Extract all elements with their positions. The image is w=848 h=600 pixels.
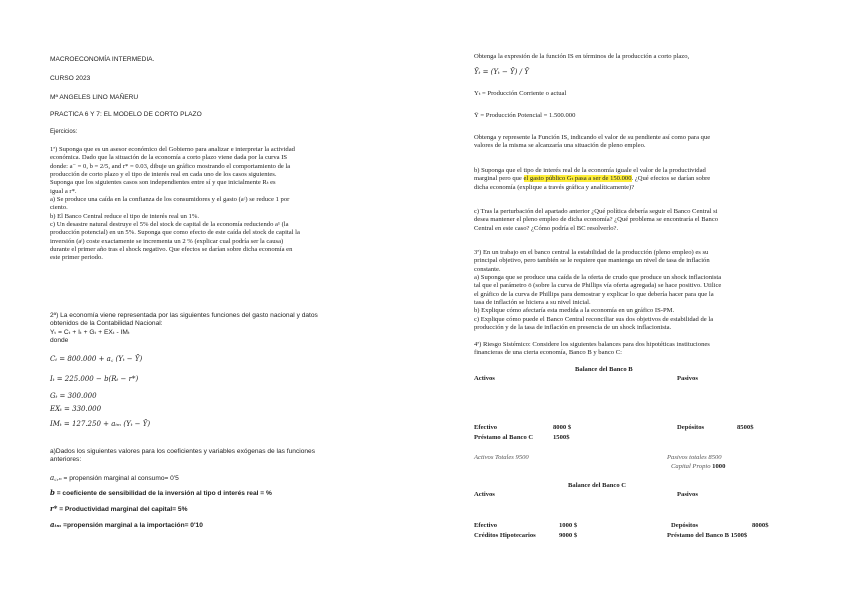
coefficient-symbol: r* [50,504,58,513]
values-intro-line: a)Dados los siguientes valores para los coeficientes y variables exógenas de las funciones [50,448,315,455]
exercise-1-line: producción potencial) en un 5%. Suponga que como efecto de este caída del stock de capital la [50,229,300,237]
bank-b-title: Balance del Banco B [575,366,633,373]
bank-c-title: Balance del Banco C [568,482,627,489]
imports-equation: IMₜ = 127.250 + aᵢₘ (Yₜ − Ȳ) [50,420,151,428]
bank-c-mortgages-value: 9000 $ [559,532,578,539]
question-c-line: c) Tras la perturbación del apartado anterior ¿Qué política debería seguir el Banco Central si [474,208,718,215]
bank-c-liabilities-header: Pasivos [677,491,698,498]
potential-output-definition: Ȳ = Producción Potencial = 1.500.000 [474,112,576,119]
question-b-text: . ¿Qué efectos se darían sobre [631,175,711,183]
bank-b-deposits-value: 8500$ [737,424,754,431]
question-b-line [474,175,804,183]
exercise-1-line: b) El Banco Central reduce el tipo de interés real un 1%. [50,212,200,220]
values-intro-line: anteriores: [50,456,82,464]
current-output-definition: Yₜ = Producción Corriente o actual [474,90,567,97]
exercise-2-line: obtenidos de la Contabilidad Nacional: [50,320,163,328]
bank-b-deposits-label: Depósitos [677,424,705,431]
coefficient-consumption [50,474,179,483]
exercises-label: Ejercicios: [50,129,78,135]
exports-equation: EXₜ = 330.000 [50,405,102,413]
exercise-4 [474,341,804,358]
exercise-3 [474,249,804,332]
bank-b-loan-label: Préstamo al Banco C [474,434,534,441]
exercise-1 [50,146,380,263]
bank-b-loan-value: 1500$ [553,434,570,441]
consumption-equation: Cₜ = 800.000 + a꜀ (Yₜ − Ȳ) [50,355,143,363]
coefficient-symbol: b [50,488,55,497]
bank-c-cash-value: 1000 $ [559,522,578,529]
coefficient-text: = Productividad marginal del capital= 5% [59,506,188,513]
exercise-1-line: igual a r*. [50,187,77,195]
question-c-line: Central en este caso? ¿Cómo podría el BC resolverlo?. [474,224,619,232]
highlighted-text: el gasto público Gₜ pasa a ser de 150.000 [523,175,632,183]
question-b-line: dicha economía (explique a través gráfica y analíticamente)? [474,183,635,191]
bank-c-cash-label: Efectivo [474,522,498,529]
bank-c-deposits-label: Depósitos [671,522,699,529]
bank-b-total-assets: Activos Totales 9500 [474,454,529,461]
bank-b-liabilities-header: Pasivos [677,375,698,382]
exercise-3-line: 3ª) En un trabajo en el banco central la estabilidad de la producción (pleno empleo) es su [474,249,709,256]
bank-b-total-liabilities: Pasivos totales 8500 [667,454,722,461]
course-title: MACROECONOMÍA INTERMEDIA. [50,56,155,63]
bank-b-cash-value: 8000 $ [553,424,572,431]
exercise-1-line: económica. Dado que la situación de la economía a corto plazo viene dada por la curva IS [50,154,288,162]
exercise-2-line: 2ª) La economía viene representada por las siguientes funciones del gasto nacional y datos [50,312,318,319]
exercise-1-line: a) Se produce una caída en la confianza de los consumidores y el gasto (aᶜ) se reduce 1 por [50,196,290,204]
coefficient-symbol: a꜀,ₙ [50,474,62,482]
author-name: Mª ANGELES LINO MAÑERU [50,94,139,101]
exercise-3-line: tasa de inflación se hiciera a su nivel inicial. [474,299,591,307]
coefficient-symbol: aᵢₘ [50,520,62,529]
values-intro [50,448,380,465]
question-b-line: b) Suponga que el tipo de interés real de la economía iguale el valor de la productividad [474,167,706,174]
bank-b-own-capital [671,463,725,471]
national-income-identity: Yₜ = Cₜ + Iₜ + Gₜ + EXₜ - IMₜ [50,328,130,336]
exercise-2-intro [50,312,380,345]
exercise-1-line: producción de corto plazo y el tipo de interés real en cada uno de los casos siguientes. [50,171,277,179]
exercise-1-line: 1ª) Suponga que es un asesor económico del Gobierno para analizar e interpretar la actividad [50,146,295,153]
exercise-3-line: producción y de la tasa de inflación en presencia de un shock inflacionista. [474,324,672,332]
bank-c-deposits-value: 8000$ [752,522,769,529]
question-b [474,167,804,192]
bank-c-mortgages-label: Créditos Hipotecarios [474,532,536,539]
exercise-3-line: constante. [474,265,501,273]
output-gap-definition: Ỹₜ = (Yₜ − Ȳ) / Ȳ [474,68,529,76]
exercise-3-line: c) Explique cómo puede el Banco Central reconciliar sus dos objetivos de estabilidad de la [474,315,714,323]
exercise-1-line: este primer periodo. [50,254,103,262]
exercise-3-line: tal que el parámetro ō (sobre la curva de Phillips vía oferta agregada) se hace positivo. Utilice [474,282,722,290]
exercise-3-line: b) Explique cómo afectaría esta medida a la economía en un gráfico IS-PM. [474,307,675,315]
bank-c-assets-header: Activos [474,491,495,498]
coefficient-investment [50,489,272,498]
exercise-1-line: donde: a⁻ = 0, b = 2/5, and r* = 0.03, dibuje un gráfico mostrando el comportamiento de la [50,162,291,170]
investment-equation: Iₜ = 225.000 − b(Rₜ − r*) [50,375,139,383]
exercise-3-line: el gráfico de la curva de Phillips para demostrar y explicar lo que debería hacer para que la [474,290,714,298]
question-line: Obtenga y represente la Función IS, indicando el valor de su pendiente así como para que [474,134,711,141]
bank-b-assets-header: Activos [474,375,495,382]
coefficient-capital [50,505,187,514]
own-capital-value: 1000 [712,463,726,470]
exercise-1-line: ciento. [50,204,68,212]
exercise-1-line: durante el primer año tras el shock negativo. Que efectos se darían sobre dicha economía en [50,246,293,254]
coefficient-text: = coeficiente de sensibilidad de la inversión al tipo d interés real = % [56,490,272,497]
coefficient-text: =propensión marginal a la importación= 0'10 [63,522,203,529]
question-b-text: marginal pero que [474,175,524,183]
exercise-3-line: principal objetivo, pero también se le requiere que mantenga un nivel de tasa de inflación [474,257,710,265]
course-year: CURSO 2023 [50,75,91,82]
own-capital-label: Capital Propio [671,463,711,470]
exercise-4-line: 4ª) Riesgo Sistémico: Considere los siguientes balances para dos hipotéticas instituciones [474,341,710,348]
government-equation: Gₜ = 300.000 [50,392,97,400]
donde-label: donde [50,337,69,345]
exercise-4-line: financieras de una cierta economía, Banco B y banco C: [474,349,622,357]
bank-c-loan-from-b: Préstamo del Banco B 1500$ [667,532,748,539]
bank-b-cash-label: Efectivo [474,424,498,431]
question-line: valores de la misma se alcanzaría una situación de pleno empleo. [474,142,646,150]
is-represent-question [474,134,804,151]
coefficient-imports [50,521,203,530]
is-function-prompt: Obtenga la expresión de la función IS en términos de la producción a corto plazo, [474,53,690,60]
coefficient-text: = propensión marginal al consumo= 0'5 [63,475,179,482]
practice-title: PRACTICA 6 Y 7: EL MODELO DE CORTO PLAZO [50,111,202,118]
exercise-3-line: a) Suponga que se produce una caída de la oferta de crudo que produce un shock inflacionista [474,274,722,282]
question-c [474,208,804,233]
exercise-1-line: Suponga que los siguientes casos son independientes entre sí y que inicialmente Rₜ es [50,179,276,187]
exercise-1-line: inversión (aᶦ) coste exactamente se incrementa un 2 % (explicar cual podría ser la causa) [50,237,284,245]
exercise-1-line: c) Un desastre natural destruye el 5% del stock de capital de la economía reduciendo a¹ (la [50,221,289,229]
question-c-line: desea mantener el pleno empleo de dicha economía? ¿Qué problema se encontraría el Banco [474,216,719,224]
